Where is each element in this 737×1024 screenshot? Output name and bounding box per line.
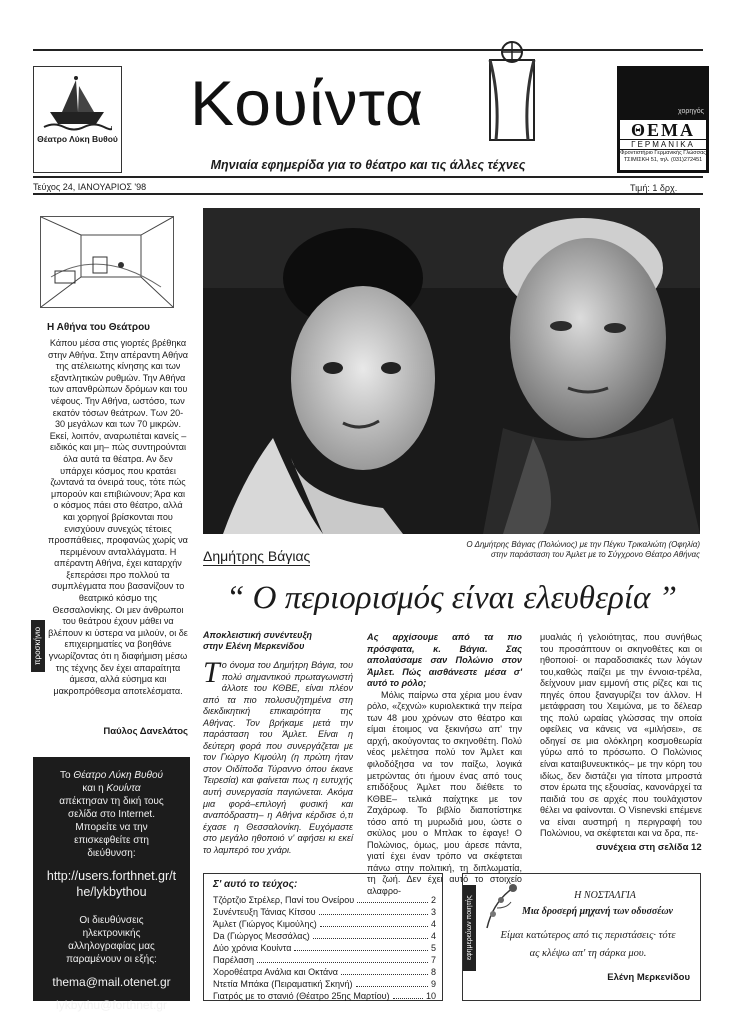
drop-cap: Τ — [203, 656, 220, 689]
contents-item[interactable]: Χοροθέατρα Ανάλια και Οκτάνα 8 — [213, 967, 436, 977]
price-info: Τιμή: 1 δρχ. — [630, 183, 678, 193]
poem-title: Η ΝΟΣΤΑΛΓΙΑ — [574, 890, 636, 901]
poem-line: Είμαι κατώτερος από τις περιστάσεις· τότε — [500, 930, 676, 941]
sponsor-subname: ΓΕΡΜΑΝΙΚΑ — [620, 139, 706, 150]
top-rule — [33, 49, 703, 51]
article-column-2: Ας αρχίσουμε από τα πιο πρόσφατα, κ. Βάγια. Σας απολαύσαμε σαν Πολώνιο στον Άμλετ. Πώς αισθάνεστε μέσα σ' αυτό το ρόλο; Μόλις παίρνω στα χέρια μου έναν ρόλο, «ζεχνώ» κυριολεκτικά την πείρα των 48 μου χρόνων στο θέατρο και είμαι έτοιμος να ξεκινήσω απ' την αρχή, ακούγοντας το σκηνοθέτη. Πολύ νέος μελέτησα πολύ τον Άμλετ και φιλοδόξησα να τον παίξω, λογικά μετρώντας ότι ήμουν ένας από τους επιδόξους Άμλετ που διέθετε το ΚΘΒΕ– τελικά παίχτηκε με τον Ζαχάρωφ. Το βιβλίο διαποτίστηκε τόσο από τη μυρωδιά μου, ώστε ο σκύλος μου ο Μπλακ το έφαγε! Ο Πολώνιος, όμως, μου άρεσε πάντα, γιατί έχει έναν τρόπο να σκέφτεται πάνω στην πολιτική, τη διπλωματία, τη ζωή. Δεν έχει αυτό το στοιχείο αλαφρο- — [367, 632, 522, 897]
stage-curtain-icon — [470, 38, 550, 148]
sponsor-label: χορηγός — [677, 108, 704, 115]
article-headline: “ Ο περιορισμός είναι ελευθερία ” — [226, 580, 677, 616]
website-link[interactable]: http://users.forthnet.gr/the/lykbythou — [46, 869, 177, 899]
poem-author: Ελένη Μερκενίδου — [607, 972, 690, 983]
stage-sketch-image — [40, 216, 174, 308]
main-photo — [203, 208, 700, 534]
issue-info: Τεύχος 24, ΙΑΝΟΥΑΡΙΟΣ '98 — [33, 182, 147, 192]
contents-item[interactable]: Άμλετ (Γιώργος Κιμούλης) 4 — [213, 919, 436, 929]
article-column-1: Το όνομα του Δημήτρη Βάγια, του πολύ σημαντικού πρωταγωνιστή άλλοτε του ΚΘΒΕ, είναι πλέον από τα πιο πολυσυζητημένα στη διεκδικητική επικαιρότητα της Αθήνας. Τον βρήκαμε μετά την παράσταση του Άμλετ. Είναι η δεύτερη φορά που συνεργάζεται με τον Γιώργο Κιμούλη (η πρώτη ήταν στον Οιδίποδα Τύραννο όπου έκανε Τειρεσία) και φαίνεται πως η ευτυχής αυτή συνεργασία παγιώνεται. Ακόμα μια φορά–επιλογή φυσική και αναπόδραστη– η Αθήνα κέρδισε ό,τι έχασε η Θεσσαλονίκη. Ευχόμαστε στο μεγάλο ηθοποιό ν' αφήσει κι εκεί το λαμπερό του χνάρι. — [203, 656, 353, 855]
continued-link[interactable]: συνέχεια στη σελίδα 12 — [596, 842, 702, 853]
ship-logo-icon — [42, 72, 112, 134]
poet-badge: εφημερεύων ποιητής — [463, 885, 476, 971]
newspaper-subtitle: Μηνιαία εφημερίδα για το θέατρο και τις άλλες τέχνες — [210, 158, 526, 172]
contents-item[interactable]: Παρέλαση 7 — [213, 955, 436, 965]
sidebar-signature: Παύλος Δανελάτος — [103, 726, 188, 737]
contents-item[interactable]: Da (Γιώργος Μεσσάλας) 4 — [213, 931, 436, 941]
sponsor-name: ΘΕΜΑ — [631, 120, 695, 140]
proskinio-badge: προσκήνιο — [31, 620, 45, 672]
contents-item[interactable]: Ντετία Μπάκα (Πειραματική Σκηνή) 9 — [213, 979, 436, 989]
contents-item[interactable]: Γιατρός με το στανιό (Θέατρο 25ης Μαρτίου) 10 — [213, 991, 436, 1001]
article-author: Δημήτρης Βάγιας — [203, 548, 311, 564]
sidebar-body: Κάπου μέσα στις γιορτές βρέθηκα στην Αθήνα. Στην απέραντη Αθήνα της ατέλειωτης κίνησης και των εξαντλητικών ρυθμών. Την Αθήνα των απανθρώπων δρόμων και του νέφους. Την Αθήνα, ωστόσο, των εκατόν τόσων θεάτρων. Των 20-30 μεγάλων και των 70 μικρών. Εκεί, λοιπόν, αναρωτιέται κανείς –ειδικός και μη– πώς συντηρούνται όλα αυτά τα θέατρα. Αν δεν υπάρχει κόσμος που κρατάει ζωντανά τα όνειρά τους, τότε πώς μπορούν και επιβιώνουν; Άρα και ο κόσμος πάει στο θέατρο, αλλά και χορηγοί βρίσκονται που ενισχύουν συνεχώς τέτοιες προσπάθειες, προφανώς χωρίς να περιμένουν ανταλλάγματα. Η απέραντη Αθήνα, έχει καταρχήν ξεπεράσει προ πολλού τα συμπλέγματα που βασανίζουν το θεατρικό κόσμο της Θεσσαλονίκης. Οι μεν άνθρωποι του θεάτρου έχουν μάθει να βλέπουν κι ύστερα να μιλούν, οι δε επιχειρηματίες να βοηθάνε γνωρίζοντας ότι η διαφήμιση μέσω της τέχνης δεν έχει απαραίτητα άμεσα, αλλά εύσημα και μακροπρόθεσμα αποτελέσματα. — [48, 338, 189, 696]
email-link-1[interactable]: thema@mail.otenet.gr — [52, 975, 171, 989]
contents-item[interactable]: Συνέντευξη Τάνιας Κίτσου 3 — [213, 907, 436, 917]
theatre-name: Θέατρο Λύκη Βυθού — [37, 134, 118, 144]
newspaper-title: Κουίντα — [190, 67, 424, 139]
photo-caption: Ο Δημήτρης Βάγιας (Πολώνιος) με την Πέγκυ Τρικαλιώτη (Οφηλία) στην παράσταση του Άμλετ με το Σύγχρονο Θέατρο Αθήνας — [466, 540, 700, 559]
contents-item[interactable]: Δύο χρόνια Κουίντα 5 — [213, 943, 436, 953]
email-link-2[interactable]: lykbythu@forthnet.gr — [56, 998, 167, 1012]
web-info-box: Το Θέατρο Λύκη Βυθού και η Κουίντα απέκτησαν τη δική τους σελίδα στο Internet. Μπορείτε να την επισκεφθείτε στη διεύθυνση: http://users.forthnet.gr/the/lykbythou Οι διευθύνσεις ηλεκτρονικής αλληλογραφίας μας παραμένουν οι εξής: thema@mail.otenet.gr lykbythu@forthnet.gr — [33, 757, 190, 1001]
article-column-3: μυαλιάς ή γελοιότητας, που συνήθως του προσάπτουν οι σκηνοθέτες και οι ηθοποιοί· οι παραδοσιακές των λόγων του,καθώς παίζει με την έννοια-τρέλα, δείχνουν μιαν εμμονή στις ρίζες και τις πηγές όπου ξαναγυρίζει τον άλλον. Η μετάφραση του Χειμώνα, με το δέλεαρ της πολύ ωραίας γλώσσας την οποία οφείλεις να κάνεις να «μιλήσει», σε οδηγεί σε μια ολόκληρη κοσμοθεωρία γύρω από το πρόσωπο. Ο Πολώνιος είναι καταιβυνευκτικός– με την κόρη του ιδίως, δεν διστάζει για τίποτα μπροστά στον έρωτα της εξουσίας, κανονάρχεί τα παιδιά του σε αρχές που τουλάχιστον θέλει να φαίνονται. Ο Visnevski επέμενε να είναι αυστηρή η περιγραφή του Πολώνιου, να σκέφτεται και να δρα, πε- — [540, 632, 702, 839]
masthead-rule — [33, 176, 703, 178]
sidebar-heading: Η Αθήνα του Θεάτρου — [47, 322, 150, 333]
contents-item[interactable]: Τζόρτζιο Στρέλερ, Πανί του Ονείρου 2 — [213, 895, 436, 905]
sponsor-address: Φροντιστήριο Γερμανικής Γλώσσας ΤΣΙΜΙΣΚΗ 51, τηλ. (031)272451 — [620, 150, 706, 163]
contents-heading: Σ' αυτό το τεύχος: — [213, 879, 298, 890]
interview-credit: Αποκλειστική συνέντευξη στην Ελένη Μερκενίδου — [203, 630, 313, 651]
poem-line: ας κλέψω απ' τη σάρκα μου. — [529, 948, 647, 959]
poem-subtitle: Μια δροσερή μηχανή των οδυσσέων — [522, 906, 673, 917]
issue-rule — [33, 193, 703, 195]
